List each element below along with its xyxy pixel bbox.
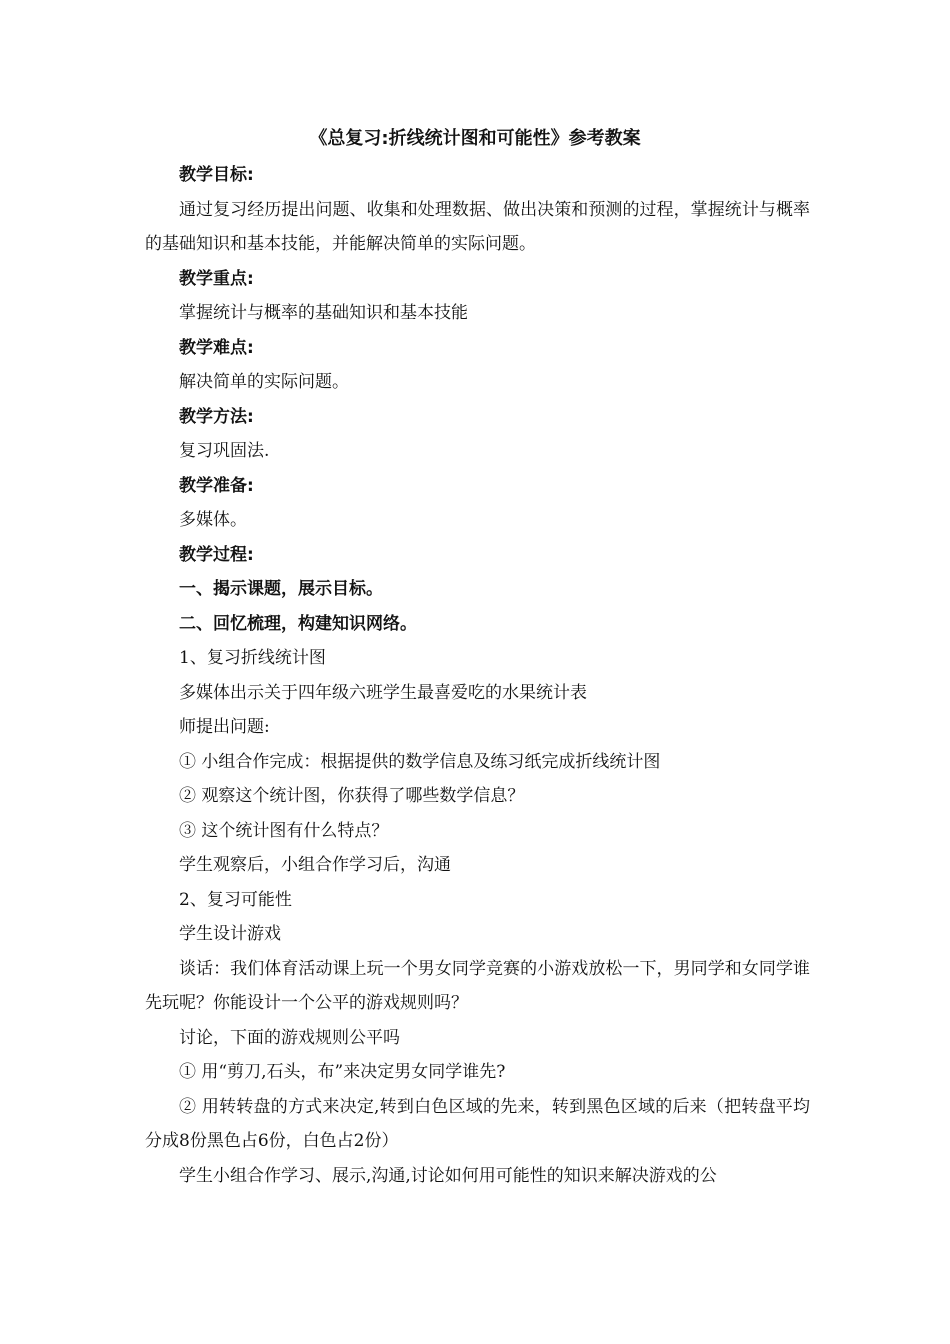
section-heading: 教学过程:: [179, 544, 254, 565]
section-heading: 教学难点:: [179, 337, 254, 358]
section-heading: 二、回忆梳理，构建知识网络。: [179, 613, 417, 634]
paragraph: 掌握统计与概率的基础知识和基本技能: [179, 303, 468, 323]
paragraph: 2、复习可能性: [179, 889, 292, 910]
paragraph: 讨论，下面的游戏规则公平吗: [179, 1027, 400, 1048]
paragraph: ① 用“剪刀,石头，布”来决定男女同学谁先?: [179, 1062, 506, 1082]
paragraph: 学生小组合作学习、展示,沟通,讨论如何用可能性的知识来解决游戏的公: [179, 1165, 717, 1186]
section-heading: 教学方法:: [179, 406, 254, 427]
document-title: 《总复习:折线统计图和可能性》参考教案: [309, 128, 641, 149]
paragraph: 谈话：我们体育活动课上玩一个男女同学竞赛的小游戏放松一下，男同学和女同学谁先玩呢？你能设计一个公平的游戏规则吗？: [145, 958, 810, 1013]
paragraph: 通过复习经历提出问题、收集和处理数据、做出决策和预测的过程，掌握统计与概率的基础知识和基本技能，并能解决简单的实际问题。: [145, 199, 810, 254]
paragraph: 学生观察后，小组合作学习后，沟通: [179, 855, 451, 875]
paragraph: 解决简单的实际问题。: [179, 372, 349, 392]
section-heading: 教学准备:: [179, 475, 254, 496]
paragraph: 多媒体出示关于四年级六班学生最喜爱吃的水果统计表: [179, 682, 587, 703]
paragraph: ① 小组合作完成：根据提供的数学信息及练习纸完成折线统计图: [179, 751, 661, 772]
section-heading: 教学目标:: [179, 165, 254, 185]
paragraph: 师提出问题:: [179, 717, 270, 737]
paragraph: 学生设计游戏: [179, 924, 281, 944]
section-heading: 一、揭示课题，展示目标。: [179, 579, 383, 599]
paragraph: ③ 这个统计图有什么特点？: [179, 820, 389, 841]
paragraph: 多媒体。: [179, 510, 247, 530]
paragraph: ② 用转转盘的方式来决定,转到白色区域的先来，转到黑色区域的后来（把转盘平均分成8份黑色占6份，白色占2份）: [145, 1096, 810, 1151]
paragraph: ② 观察这个统计图，你获得了哪些数学信息？: [179, 786, 525, 806]
paragraph: 复习巩固法.: [179, 441, 270, 461]
section-heading: 教学重点:: [179, 268, 254, 289]
paragraph: 1、复习折线统计图: [179, 648, 326, 668]
document-body: [145, 158, 810, 1193]
